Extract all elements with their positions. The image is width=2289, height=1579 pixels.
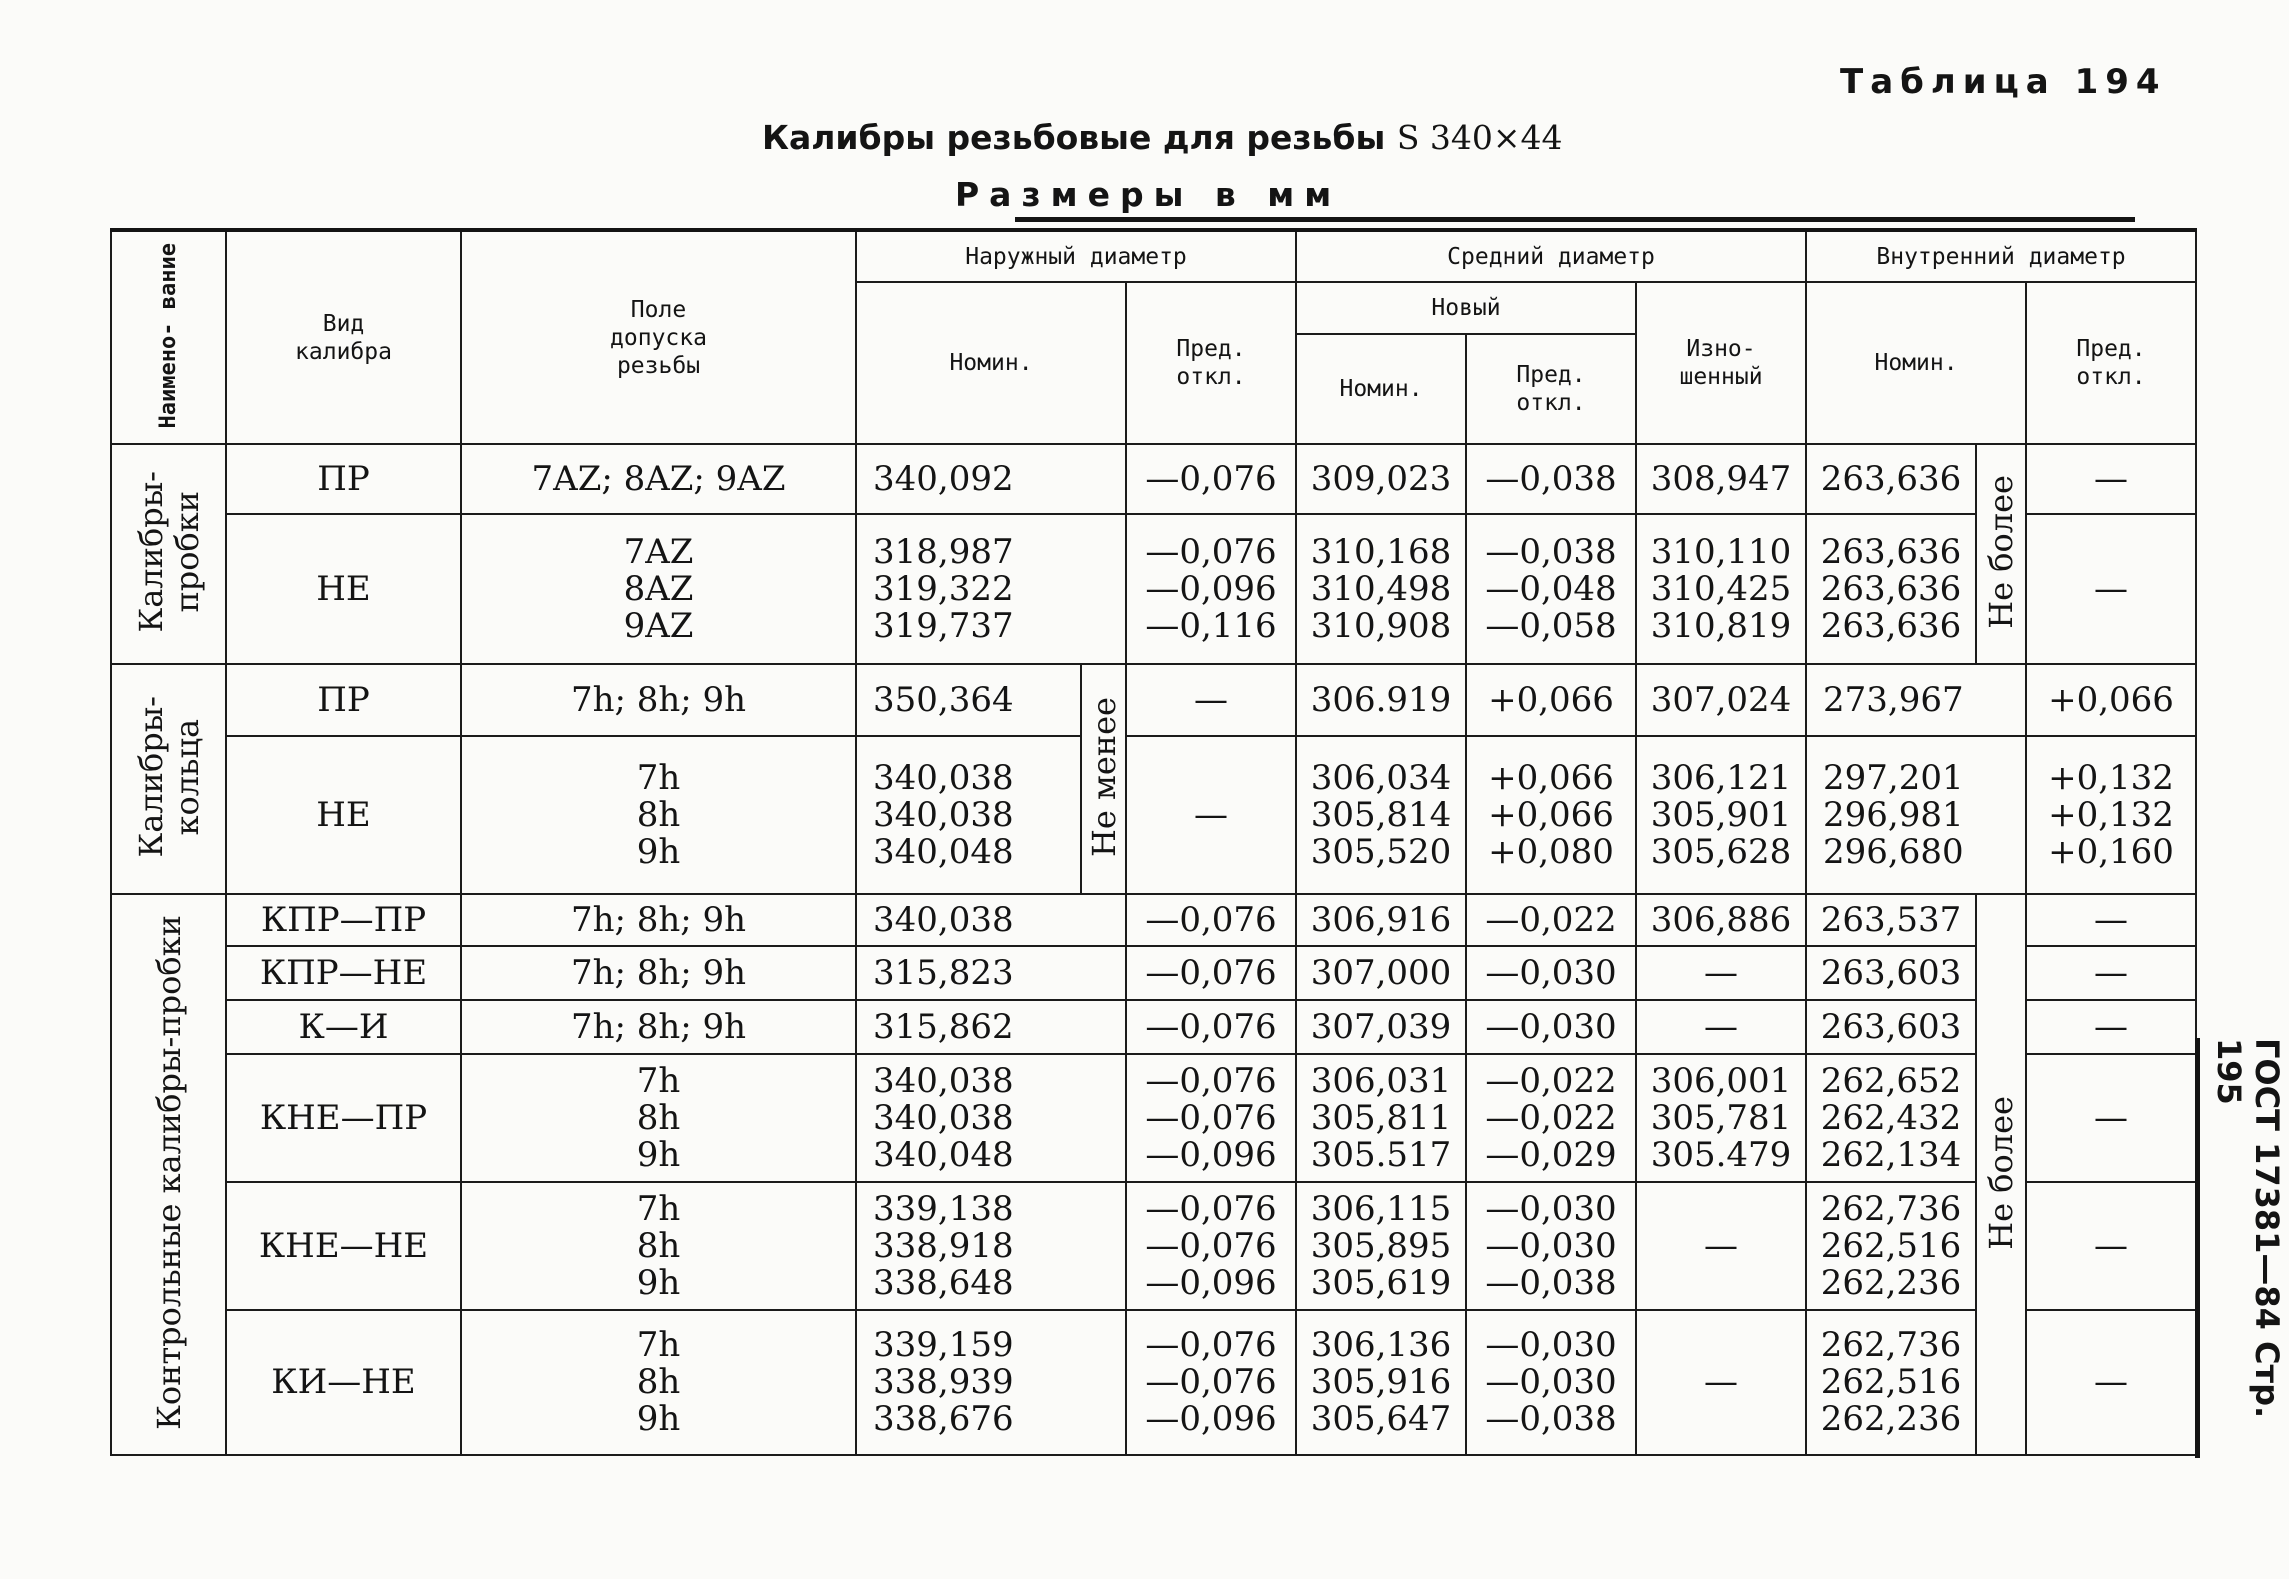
cell-type: НЕ [226, 514, 461, 664]
hdr-inner-diameter: Внутренний диаметр [1806, 230, 2196, 282]
cell-inner-nom: 262,736 262,516 262,236 [1806, 1182, 1976, 1310]
hdr-new-nom: Номин. [1296, 334, 1466, 444]
cell-mean-dev: —0,030 —0,030 —0,038 [1466, 1182, 1636, 1310]
cell-outer-dev: —0,076 —0,076 —0,096 [1126, 1310, 1296, 1455]
table-row [111, 894, 2196, 946]
cell-inner-dev: — [2026, 1182, 2196, 1310]
cell-inner-dev: +0,066 [2026, 664, 2196, 736]
cell-mean-dev: +0,066 +0,066 +0,080 [1466, 736, 1636, 894]
hdr-inner-nom: Номин. [1806, 282, 2026, 444]
cell-inner-nom: 262,736 262,516 262,236 [1806, 1310, 1976, 1455]
cell-outer-dev: —0,076 —0,076 —0,096 [1126, 1054, 1296, 1182]
cell-mean-nom: 306,916 [1296, 894, 1466, 946]
cell-mean-nom: 309,023 [1296, 444, 1466, 514]
cell-inner-nom: 263,603 [1806, 946, 1976, 1000]
cell-inner-nom: 263,636 263,636 263,636 [1806, 514, 1976, 664]
hdr-inner-dev: Пред. откл. [2026, 282, 2196, 444]
gauge-table [110, 228, 2197, 1456]
cell-mean-nom: 306.919 [1296, 664, 1466, 736]
cell-type: НЕ [226, 736, 461, 894]
cell-inner-dev: — [2026, 514, 2196, 664]
cell-tolerance: 7h 8h 9h [461, 1182, 856, 1310]
cell-outer-nom: 315,823 [856, 946, 1126, 1000]
cell-outer-dev: —0,076 [1126, 894, 1296, 946]
cell-worn: 306,001 305,781 305.479 [1636, 1054, 1806, 1182]
cell-type: КПР—НЕ [226, 946, 461, 1000]
cell-outer-dev: —0,076 [1126, 444, 1296, 514]
table-row [111, 444, 2196, 514]
cell-outer-nom: 340,038 340,038 340,048 [856, 736, 1081, 894]
cell-mean-nom: 306,031 305,811 305.517 [1296, 1054, 1466, 1182]
cell-inner-nom: 273,967 [1806, 664, 2026, 736]
cell-outer-dev: —0,076 [1126, 946, 1296, 1000]
cell-inner-dev: — [2026, 894, 2196, 946]
cell-outer-dev: — [1126, 736, 1296, 894]
cell-worn: 306,886 [1636, 894, 1806, 946]
cell-inner-nom: 263,537 [1806, 894, 1976, 946]
cell-inner-nom: 263,603 [1806, 1000, 1976, 1054]
cell-outer-nom: 318,987 319,322 319,737 [856, 514, 1126, 664]
hdr-outer-dev: Пред. откл. [1126, 282, 1296, 444]
cell-worn: — [1636, 1182, 1806, 1310]
cell-mean-nom: 307,000 [1296, 946, 1466, 1000]
hdr-tolerance: Поле допуска резьбы [461, 230, 856, 444]
cell-mean-dev: —0,030 [1466, 946, 1636, 1000]
table-row [111, 1054, 2196, 1182]
cell-worn: 307,024 [1636, 664, 1806, 736]
cell-mean-dev: —0,030 [1466, 1000, 1636, 1054]
cell-inner-dev: +0,132 +0,132 +0,160 [2026, 736, 2196, 894]
cell-tolerance: 7h; 8h; 9h [461, 946, 856, 1000]
cell-worn: 310,110 310,425 310,819 [1636, 514, 1806, 664]
hdr-gauge-type: Вид калибра [226, 230, 461, 444]
cell-mean-nom: 306,115 305,895 305,619 [1296, 1182, 1466, 1310]
cell-outer-nom: 340,092 [856, 444, 1126, 514]
note-not-more: Не более [1976, 444, 2026, 664]
cell-tolerance: 7h; 8h; 9h [461, 664, 856, 736]
cell-worn: — [1636, 1000, 1806, 1054]
cell-inner-nom: 262,652 262,432 262,134 [1806, 1054, 1976, 1182]
hdr-worn: Изно- шенный [1636, 282, 1806, 444]
table-row [111, 736, 2196, 894]
cell-inner-nom: 297,201 296,981 296,680 [1806, 736, 2026, 894]
cell-type: ПР [226, 444, 461, 514]
cell-mean-nom: 306,034 305,814 305,520 [1296, 736, 1466, 894]
cell-worn: — [1636, 1310, 1806, 1455]
cell-outer-nom: 339,138 338,918 338,648 [856, 1182, 1126, 1310]
cell-mean-nom: 307,039 [1296, 1000, 1466, 1054]
cell-inner-dev: — [2026, 444, 2196, 514]
cell-mean-nom: 306,136 305,916 305,647 [1296, 1310, 1466, 1455]
cell-mean-nom: 310,168 310,498 310,908 [1296, 514, 1466, 664]
cell-mean-dev: +0,066 [1466, 664, 1636, 736]
cell-type: КНЕ—ПР [226, 1054, 461, 1182]
cell-tolerance: 7h; 8h; 9h [461, 894, 856, 946]
hdr-new: Новый [1296, 282, 1636, 334]
top-rule [1015, 217, 2135, 222]
cell-outer-nom: 339,159 338,939 338,676 [856, 1310, 1126, 1455]
cell-outer-nom: 340,038 340,038 340,048 [856, 1054, 1126, 1182]
title-thread-size: S 340×44 [1396, 118, 1563, 157]
table-row [111, 1310, 2196, 1455]
cell-outer-dev: — [1126, 664, 1296, 736]
cell-outer-nom: 340,038 [856, 894, 1126, 946]
cell-outer-nom: 315,862 [856, 1000, 1126, 1054]
cell-tolerance: 7h 8h 9h [461, 1310, 856, 1455]
table-row [111, 946, 2196, 1000]
cell-mean-dev: —0,038 —0,048 —0,058 [1466, 514, 1636, 664]
cell-type: КИ—НЕ [226, 1310, 461, 1455]
hdr-outer-diameter: Наружный диаметр [856, 230, 1296, 282]
cell-tolerance: 7AZ; 8AZ; 9AZ [461, 444, 856, 514]
note-not-less: Не менее [1081, 664, 1126, 894]
cell-tolerance: 7AZ 8AZ 9AZ [461, 514, 856, 664]
cell-tolerance: 7h 8h 9h [461, 1054, 856, 1182]
cell-mean-dev: —0,022 [1466, 894, 1636, 946]
table-row [111, 1000, 2196, 1054]
cell-inner-dev: — [2026, 1310, 2196, 1455]
cell-tolerance: 7h; 8h; 9h [461, 1000, 856, 1054]
cell-inner-nom: 263,636 [1806, 444, 1976, 514]
units-caption: Размеры в мм [955, 175, 1342, 214]
cell-mean-dev: —0,022 —0,022 —0,029 [1466, 1054, 1636, 1182]
cell-type: КНЕ—НЕ [226, 1182, 461, 1310]
note-not-more-2: Не более [1976, 894, 2026, 1455]
title-text: Калибры резьбовые для резьбы [762, 118, 1386, 157]
hdr-outer-nom: Номин. [856, 282, 1126, 444]
cell-inner-dev: — [2026, 1000, 2196, 1054]
cell-mean-dev: —0,038 [1466, 444, 1636, 514]
cell-tolerance: 7h 8h 9h [461, 736, 856, 894]
cell-inner-dev: — [2026, 946, 2196, 1000]
hdr-mean-diameter: Средний диаметр [1296, 230, 1806, 282]
hdr-name: Наимено- вание [111, 230, 226, 444]
cell-type: КПР—ПР [226, 894, 461, 946]
cell-mean-dev: —0,030 —0,030 —0,038 [1466, 1310, 1636, 1455]
table-title [762, 118, 1563, 157]
cell-outer-dev: —0,076 —0,076 —0,096 [1126, 1182, 1296, 1310]
page-side-label: ГОСТ 17381—84 Стр. 195 [2195, 1038, 2286, 1458]
group-plugs: Калибры- пробки [111, 444, 226, 664]
group-control: Контрольные калибры-пробки [111, 894, 226, 1455]
table-number: Таблица 194 [1840, 62, 2167, 102]
cell-worn: — [1636, 946, 1806, 1000]
group-rings: Калибры- кольца [111, 664, 226, 894]
hdr-new-dev: Пред. откл. [1466, 334, 1636, 444]
table-row [111, 514, 2196, 664]
cell-type: К—И [226, 1000, 461, 1054]
cell-outer-dev: —0,076 [1126, 1000, 1296, 1054]
cell-outer-dev: —0,076 —0,096 —0,116 [1126, 514, 1296, 664]
cell-outer-nom: 350,364 [856, 664, 1081, 736]
cell-inner-dev: — [2026, 1054, 2196, 1182]
cell-type: ПР [226, 664, 461, 736]
cell-worn: 308,947 [1636, 444, 1806, 514]
table-row [111, 1182, 2196, 1310]
cell-worn: 306,121 305,901 305,628 [1636, 736, 1806, 894]
table-row [111, 664, 2196, 736]
